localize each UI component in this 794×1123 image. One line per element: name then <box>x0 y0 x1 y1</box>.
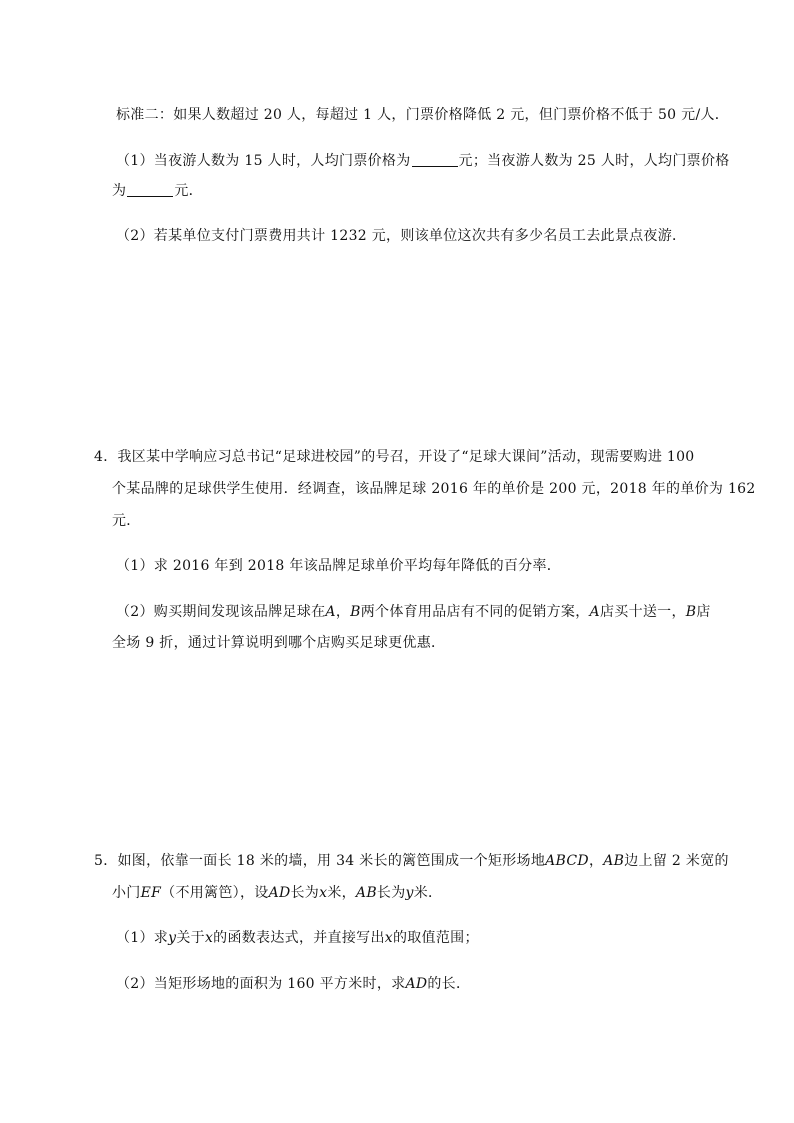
q5-part1-text-c: 的函数表达式，并直接写出 <box>213 930 385 946</box>
q3-part1-text-d: 元． <box>174 183 203 199</box>
q5-line2 <box>112 882 442 902</box>
q5-part1-text-a: （1）求 <box>116 930 169 946</box>
q4-part1-text: （1）求 2016 年到 2018 年该品牌足球单价平均每年降低的百分率． <box>116 558 562 574</box>
q5-part1 <box>116 927 479 947</box>
q4-line2 <box>112 478 756 498</box>
q4-comma: ， <box>335 604 351 620</box>
side-ab-label: AB <box>603 853 625 869</box>
q3-part1-text-c: 为 <box>112 183 127 199</box>
q4-line2-text: 个某品牌的足球供学生使用．经调查，该品牌足球 2016 年的单价是 200 元，2018 年的单价为 162 <box>112 481 756 497</box>
q3-part1-text-b: 元；当夜游人数为 25 人时，人均门票价格 <box>458 153 730 169</box>
q5-line2-text-a: 小门 <box>112 885 141 901</box>
q3-part1-line1 <box>116 150 730 170</box>
store-a-label-2: A <box>589 604 600 620</box>
q5-part1-text-d: 的取值范围； <box>392 930 479 946</box>
q5-line1-comma: ， <box>588 853 604 869</box>
q5-part2-text-b: 的长． <box>427 976 471 992</box>
q4-part1 <box>116 555 561 575</box>
q4-part2-line2-text: 全场 9 折，通过计算说明到哪个店购买足球更优惠． <box>112 635 446 651</box>
q5-line1-text-c: 边上留 2 米宽的 <box>624 853 729 869</box>
store-a-label: A <box>325 604 336 620</box>
var-y-label-2: y <box>168 930 177 946</box>
store-b-label-2: B <box>685 604 697 620</box>
side-ad-label: AD <box>268 885 291 901</box>
q5-part2-text-a: （2）当矩形场地的面积为 160 平方米时，求 <box>116 976 406 992</box>
q5-part2 <box>116 973 470 993</box>
q5-part1-text-b: 关于 <box>176 930 205 946</box>
q5-line2-text-d: 米， <box>327 885 356 901</box>
q5-line2-text-b: （不用篱笆），设 <box>161 885 269 901</box>
q3-standard-two-text: 标准二：如果人数超过 20 人，每超过 1 人，门票价格降低 2 元，但门票价格不低于 50 元/人． <box>116 107 730 123</box>
q5-line2-text-e: 长为 <box>376 885 406 901</box>
var-y-label: y <box>405 885 414 901</box>
q4-line1-text: 4．我区某中学响应习总书记“足球进校园”的号召，开设了“足球大课间”活动，现需要购进 100 <box>94 449 695 465</box>
q4-line3-text: 元． <box>112 513 141 529</box>
q4-part2-line2 <box>112 632 445 652</box>
q5-line1 <box>94 850 729 870</box>
q4-part2-text-c: 店买十送一， <box>599 604 686 620</box>
q3-part2 <box>116 225 686 245</box>
q5-line2-text-f: 米． <box>413 885 443 901</box>
answer-blank-2[interactable] <box>127 182 173 197</box>
side-ab-label-2: AB <box>355 885 377 901</box>
q5-line2-text-c: 长为 <box>290 885 320 901</box>
store-b-label: B <box>350 604 361 620</box>
q4-line3 <box>112 510 141 530</box>
q4-part2-line1 <box>116 601 711 621</box>
q5-line1-text-a: 5．如图，依靠一面长 18 米的墙，用 34 米长的篱笆围成一个矩形场地 <box>94 853 546 869</box>
rect-abcd-label: ABCD <box>545 853 589 869</box>
q4-line1 <box>94 446 695 466</box>
side-ad-label-2: AD <box>405 976 428 992</box>
var-x-label-3: x <box>384 930 393 946</box>
q3-part1-text-a: （1）当夜游人数为 15 人时，人均门票价格为 <box>116 153 411 169</box>
q3-part1-line2 <box>112 180 203 200</box>
q4-part2-text-a: （2）购买期间发现该品牌足球在 <box>116 604 326 620</box>
door-ef-label: EF <box>140 885 162 901</box>
answer-blank-1[interactable] <box>412 152 458 167</box>
q4-part2-text-b: 两个体育用品店有不同的促销方案， <box>360 604 590 620</box>
var-x-label: x <box>319 885 328 901</box>
q3-part2-text: （2）若某单位支付门票费用共计 1232 元，则该单位这次共有多少名员工去此景点夜游． <box>116 228 687 244</box>
q3-standard-two <box>116 104 729 124</box>
var-x-label-2: x <box>204 930 214 946</box>
q4-part2-text-d: 店 <box>696 604 711 620</box>
